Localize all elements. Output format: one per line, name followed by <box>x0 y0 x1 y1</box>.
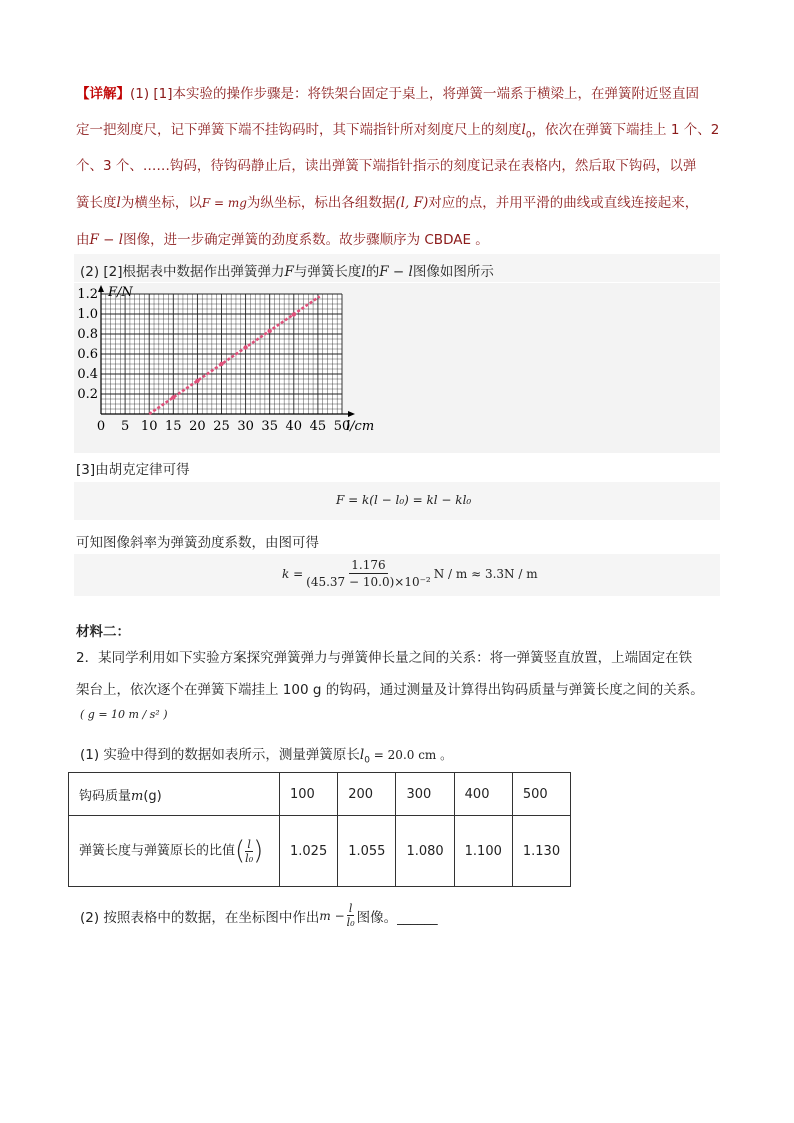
x-tick-label: 40 <box>285 419 303 434</box>
ratio-cell: 1.130 <box>512 816 570 887</box>
data-point <box>243 345 247 349</box>
ratio-cell: 1.080 <box>396 816 454 887</box>
hooke-formula: F = k(l − l₀) = kl − kl₀ <box>336 493 472 507</box>
detail-line-4: 簧长度l为横坐标，以F = mg为纵坐标，标出各组数据(l, F)对应的点，并用平滑的曲线或直线连接起来， <box>76 195 699 211</box>
k-denominator: (45.37 − 10.0)×10⁻² <box>306 575 431 589</box>
detail-line-5: 由F − l图像，进一步确定弹簧的劲度系数。故步骤顺序为 CBDAE 。 <box>76 232 489 248</box>
mass-cell: 500 <box>512 773 570 816</box>
detail-line-6: (2) [2]根据表中数据作出弹簧弹力F与弹簧长度l的F − l图像如图所示 <box>80 264 494 280</box>
y-tick-label: 0.4 <box>77 367 98 382</box>
row-label-ratio: 弹簧长度与弹簧原长的比值( $\frac{l}{\text{l₀}}$ ) <box>69 816 280 887</box>
y-tick-label: 0.2 <box>77 387 98 402</box>
x-tick-label: 15 <box>165 419 182 434</box>
x-tick-label: 5 <box>120 419 130 434</box>
mass-cell: 200 <box>338 773 396 816</box>
y-tick-label: 0.8 <box>77 327 98 342</box>
part2-text: (2) 按照表格中的数据，在坐标图中作出 m − $\frac{l}{\text{l₀}}$ 图像。______ <box>80 902 438 929</box>
k-formula: k = $\frac{1.176}{\text{(45.37 − 10.0)×10⁻²}}$ N / m ≈ 3.3N / m <box>282 558 538 589</box>
y-tick-label: 1.0 <box>77 307 98 322</box>
f-l-chart <box>74 283 384 453</box>
data-point <box>292 312 296 316</box>
x-tick-label: 25 <box>213 419 230 434</box>
x-tick-label: 10 <box>140 419 158 434</box>
mass-cell: 400 <box>454 773 512 816</box>
data-table <box>68 772 571 887</box>
detail-tag: 【详解】 <box>76 86 130 102</box>
table-row <box>69 773 571 816</box>
x-tick-label: 35 <box>261 419 278 434</box>
y-tick-label: 0.6 <box>77 347 98 362</box>
detail-line-3: 个、3 个、……钩码，待钩码静止后，读出弹簧下端指针指示的刻度记录在表格内，然后取下钩码，以弹 <box>76 158 697 174</box>
x-tick-label: 0 <box>96 419 106 434</box>
question-line-2: 架台上，依次逐个在弹簧下端挂上 100 g 的钩码，通过测量及计算得出钩码质量与弹簧长度之间的关系。 <box>76 682 704 698</box>
y-axis-arrow <box>98 285 104 292</box>
material2-heading: 材料二： <box>76 624 130 640</box>
data-point <box>219 362 223 366</box>
hooke-text: [3]由胡克定律可得 <box>76 462 190 478</box>
x-tick-label: 50 <box>333 419 351 434</box>
y-tick-label: 1.2 <box>77 287 98 302</box>
k-numerator: 1.176 <box>351 558 386 572</box>
detail-line-2: 定一把刻度尺，记下弹簧下端不挂钩码时，其下端指针所对刻度尺上的刻度$l_0$，依次在弹簧下端挂上 1 个、2 <box>76 122 720 141</box>
x-tick-label: 30 <box>237 419 254 434</box>
table-row <box>69 816 571 887</box>
row-label-mass: 钩码质量m(g) <box>69 773 280 816</box>
part1-text: (1) 实验中得到的数据如表所示，测量弹簧原长$l_0 = 20.0$ cm 。 <box>80 747 453 766</box>
data-point <box>195 379 199 383</box>
detail-line-1: 【详解】(1) [1]本实验的操作步骤是：将铁架台固定于桌上，将弹簧一端系于横梁上，在弹簧附近竖直固 <box>76 86 700 102</box>
x-tick-label: 20 <box>189 419 206 434</box>
x-tick-label: 45 <box>309 419 327 434</box>
x-axis-label: l/cm <box>346 419 375 434</box>
y-axis-label: F/N <box>108 285 133 300</box>
mass-cell: 100 <box>280 773 338 816</box>
slope-text: 可知图像斜率为弹簧劲度系数，由图可得 <box>76 535 319 551</box>
x-axis-arrow <box>348 411 355 417</box>
question-line-1: 2．某同学利用如下实验方案探究弹簧弹力与弹簧伸长量之间的关系：将一弹簧竖直放置，上端固定在铁 <box>76 650 693 666</box>
ratio-cell: 1.055 <box>338 816 396 887</box>
gravity-note: ( g = 10 m / s² ) <box>80 708 168 721</box>
data-point <box>171 395 175 399</box>
ratio-cell: 1.025 <box>280 816 338 887</box>
ratio-cell: 1.100 <box>454 816 512 887</box>
mass-cell: 300 <box>396 773 454 816</box>
data-point <box>268 329 272 333</box>
